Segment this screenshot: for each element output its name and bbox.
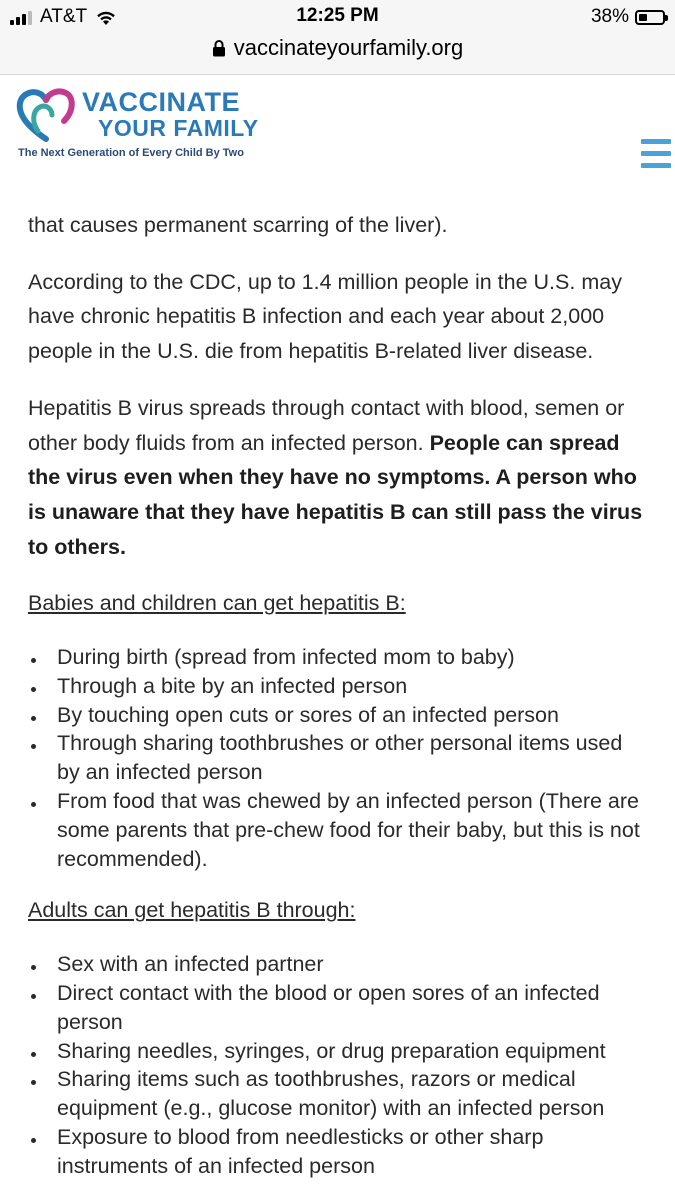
battery-area [591, 5, 665, 29]
site-header [0, 75, 675, 185]
lock-icon [212, 39, 226, 57]
list-item: From food that was chewed by an infected person (There are some parents that pre-chew food for their baby, but this is not recommended). [28, 787, 648, 873]
paragraph-spread-text: Hepatitis B virus spreads through contact with blood, semen or other body fluids from an infected person. [28, 395, 625, 455]
battery-percent: 38% [590, 6, 629, 27]
paragraph-spread-bold: People can spread the virus even when they have no symptoms. A person who is unaware that they have hepatitis B can still pass the virus to others. [28, 430, 643, 559]
children-heading: Babies and children can get hepatitis B: [28, 591, 406, 616]
paragraph-cdc: According to the CDC, up to 1.4 million people in the U.S. may have chronic hepatitis B infection and each year about 2,000 people in the U.S. die from hepatitis B-related liver disease. [28, 269, 622, 364]
logo-tagline: The Next Generation of Every Child By Two [18, 147, 244, 159]
clock: 12:25 PM [296, 5, 379, 26]
list-item: Through a bite by an infected person [28, 672, 648, 701]
paragraph-spread [28, 391, 648, 565]
site-logo[interactable] [16, 87, 276, 167]
article-body [28, 208, 648, 1200]
logo-title-line1: VACCINATE [82, 87, 240, 117]
carrier-name: AT&T [40, 6, 88, 27]
paragraph-fragment: that causes permanent scarring of the liver). [28, 213, 448, 237]
list-item: Direct contact with the blood or open sores of an infected person [28, 979, 648, 1037]
url-text[interactable]: vaccinateyourfamily.org [233, 35, 464, 60]
logo-title-line2: YOUR FAMILY [98, 115, 259, 141]
list-item: Sharing needles, syringes, or drug preparation equipment [28, 1037, 648, 1066]
battery-icon [635, 10, 665, 25]
list-item: Sex with an infected partner [28, 950, 648, 979]
list-item: Through sharing toothbrushes or other personal items used by an infected person [28, 729, 648, 787]
list-item: Exposure to blood from needlesticks or other sharp instruments of an infected person [28, 1123, 648, 1181]
list-item: By touching open cuts or sores of an infected person [28, 701, 648, 730]
adults-list [28, 950, 648, 1180]
hamburger-menu-icon[interactable] [641, 139, 671, 173]
address-bar[interactable] [0, 34, 675, 62]
list-item: Sharing items such as toothbrushes, razors or medical equipment (e.g., glucose monitor) with an infected person [28, 1065, 648, 1123]
ios-status-bar [0, 0, 675, 75]
adults-heading: Adults can get hepatitis B through: [28, 898, 356, 923]
list-item: During birth (spread from infected mom to baby) [28, 643, 648, 672]
heart-logo-icon [16, 87, 76, 143]
children-list [28, 643, 648, 873]
